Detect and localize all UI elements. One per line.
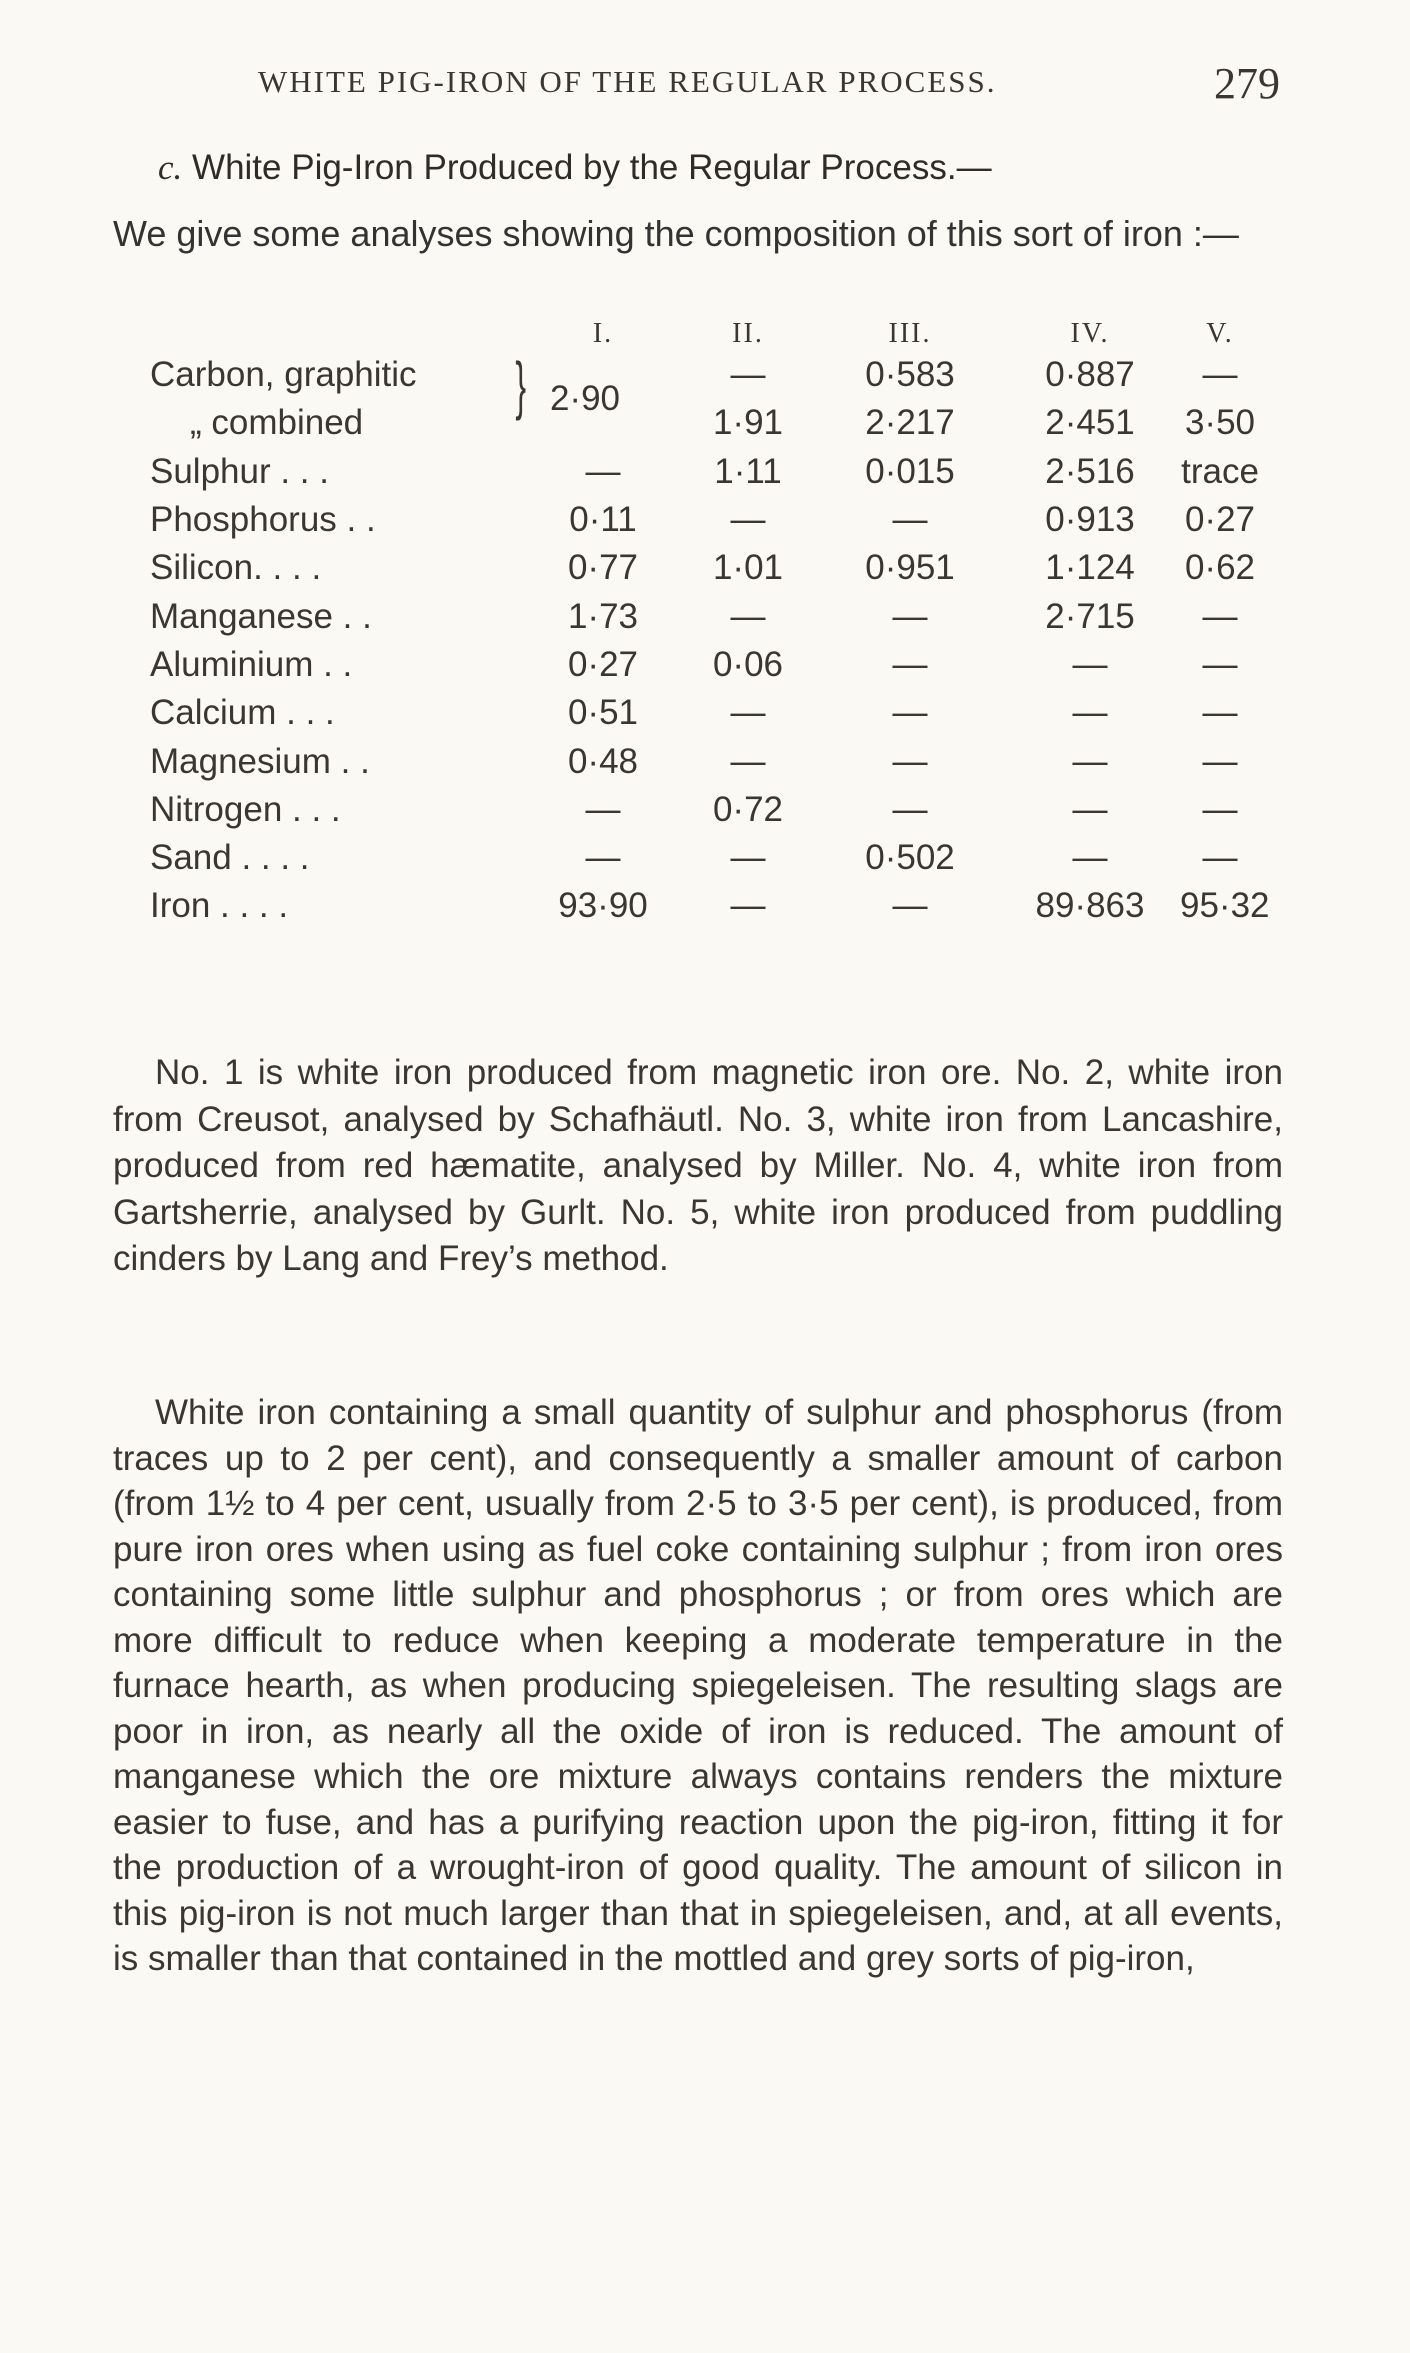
table-cell: — — [1072, 644, 1108, 684]
row-label: Manganese . . — [150, 596, 372, 636]
table-cell: 0·11 — [569, 500, 637, 540]
table-row — [150, 641, 1260, 689]
table-cell: 0·06 — [712, 644, 784, 684]
table-cell: — — [1072, 789, 1108, 829]
brace-glyph: } — [515, 349, 527, 421]
column-header: III. — [888, 318, 932, 349]
table-cell: 0·583 — [865, 355, 955, 395]
table-cell: — — [1072, 693, 1108, 733]
table-cell: 0·62 — [1184, 548, 1256, 588]
table-cell: 1·73 — [567, 596, 639, 636]
table-cell: — — [1202, 596, 1238, 636]
section-heading — [158, 148, 1288, 188]
table-cell: — — [730, 693, 766, 733]
column-header: I. — [592, 318, 614, 349]
table-cell: 1·11 — [714, 451, 782, 491]
table-cell: 89·863 — [1035, 886, 1145, 926]
table-row — [150, 689, 1260, 737]
table-cell: 3·50 — [1184, 403, 1256, 443]
row-label: Phosphorus . . — [150, 500, 376, 540]
table-row — [150, 737, 1260, 785]
table-cell: — — [892, 741, 928, 781]
row-label: Nitrogen . . . — [150, 789, 341, 829]
table-cell: 2·217 — [865, 403, 955, 443]
table-cell — [530, 379, 676, 447]
table-header-row — [150, 305, 1260, 351]
table-cell: 0·951 — [865, 548, 955, 588]
table-cell: — — [730, 886, 766, 926]
table-cell: — — [730, 838, 766, 878]
table-row — [150, 834, 1260, 882]
table-cell: — — [1202, 644, 1238, 684]
running-head: WHITE PIG-IRON OF THE REGULAR PROCESS. — [258, 64, 997, 99]
table-cell: — — [730, 355, 766, 395]
table-cell: — — [892, 693, 928, 733]
table-cell: — — [1072, 741, 1108, 781]
column-header-label — [150, 305, 530, 351]
table-cell: 0·502 — [865, 838, 955, 878]
table-cell: — — [1202, 789, 1238, 829]
table-cell: — — [585, 789, 621, 829]
table-cell: — — [730, 741, 766, 781]
row-label: Iron . . . . — [150, 886, 289, 926]
table-cell: 0·51 — [567, 693, 639, 733]
section-title: White Pig-Iron Produced by the Regular Process.— — [192, 148, 992, 187]
table-cell: — — [585, 838, 621, 878]
table-cell: 0·27 — [567, 644, 639, 684]
table-cell: trace — [1181, 451, 1259, 491]
table-cell: 2·451 — [1045, 403, 1135, 443]
table-cell: 0·27 — [1184, 500, 1256, 540]
intro-paragraph: We give some analyses showing the composition of this sort of iron :— — [113, 213, 1239, 254]
section-marker: c. — [158, 148, 183, 187]
table-cell: — — [892, 644, 928, 684]
table-cell: 1·01 — [712, 548, 784, 588]
table-cell: — — [585, 451, 621, 491]
table-cell: — — [892, 789, 928, 829]
table-row — [150, 786, 1260, 834]
table-cell: — — [1202, 741, 1238, 781]
table-row — [150, 544, 1260, 592]
table-row — [150, 351, 1260, 399]
table-cell: 0·77 — [567, 548, 639, 588]
column-header: V. — [1206, 318, 1234, 349]
carbon-total-value: 2·90 — [549, 379, 621, 419]
table-cell: 0·015 — [865, 451, 955, 491]
page-number: 279 — [1214, 59, 1280, 108]
table-cell: 0·887 — [1045, 355, 1135, 395]
table-row — [150, 496, 1260, 544]
table-cell: 0·72 — [712, 789, 784, 829]
table-cell: — — [1072, 838, 1108, 878]
table-row — [150, 882, 1260, 930]
table-cell: 1·124 — [1045, 548, 1135, 588]
analyses-table — [150, 305, 1270, 931]
column-header: II. — [732, 318, 764, 349]
table-cell: 95·32 — [1180, 886, 1270, 926]
column-header: IV. — [1070, 318, 1110, 349]
table-cell: 93·90 — [558, 886, 648, 926]
row-label: Calcium . . . — [150, 693, 335, 733]
body-paragraph: White iron containing a small quantity of sulphur and phosphorus (from traces up to 2 per cent), and consequently a smaller amount of carbon (from 1½ to 4 per cent, usually from 2·5 to 3·5 per cent), is produced, from pure iron ores when using as fuel coke containing sulphur ; from iron ores containing some little sulphur and phosphorus ; or from ores which are more difficult to reduce when keeping a moderate temperature in the furnace hearth, as when producing spiegeleisen. The resulting slags are poor in iron, as nearly all the oxide of iron is reduced. The amount of manganese which the ore mixture always contains renders the mixture easier to fuse, and has a purifying reaction upon the pig-iron, fitting it for the production of a wrought-iron of good quality. The amount of silicon in this pig-iron is not much larger than that in spiegeleisen, and, at all events, is smaller than that contained in the mottled and grey sorts of pig-iron, — [113, 1393, 1283, 1978]
table-cell: — — [892, 500, 928, 540]
row-label: Silicon. . . . — [150, 548, 322, 588]
table-cell: — — [1202, 355, 1238, 395]
row-label: Sulphur . . . — [150, 451, 329, 491]
table-cell: — — [892, 886, 928, 926]
table-cell: 0·913 — [1045, 500, 1135, 540]
table-cell: 2·516 — [1045, 451, 1135, 491]
table-cell: — — [730, 500, 766, 540]
row-label: Sand . . . . — [150, 838, 310, 878]
table-cell: 1·91 — [712, 403, 784, 443]
table-row — [150, 448, 1260, 496]
table-row — [150, 399, 1260, 447]
row-label: „ combined — [190, 403, 364, 443]
notes-paragraph: No. 1 is white iron produced from magnetic iron ore. No. 2, white iron from Creusot, analysed by Schafhäutl. No. 3, white iron from Lancashire, produced from red hæmatite, analysed by Miller. No. 4, white iron from Gartsherrie, analysed by Gurlt. No. 5, white iron produced from puddling cinders by Lang and Frey’s method. — [113, 1053, 1283, 1278]
table-cell: — — [892, 596, 928, 636]
row-label: Carbon, graphitic — [150, 355, 417, 395]
table-cell: — — [1202, 693, 1238, 733]
row-label: Magnesium . . — [150, 741, 370, 781]
table-cell: — — [730, 596, 766, 636]
table-cell: 2·715 — [1045, 596, 1135, 636]
row-label: Aluminium . . — [150, 644, 353, 684]
table-row — [150, 592, 1260, 640]
table-cell: 0·48 — [567, 741, 639, 781]
table-cell: — — [1202, 838, 1238, 878]
